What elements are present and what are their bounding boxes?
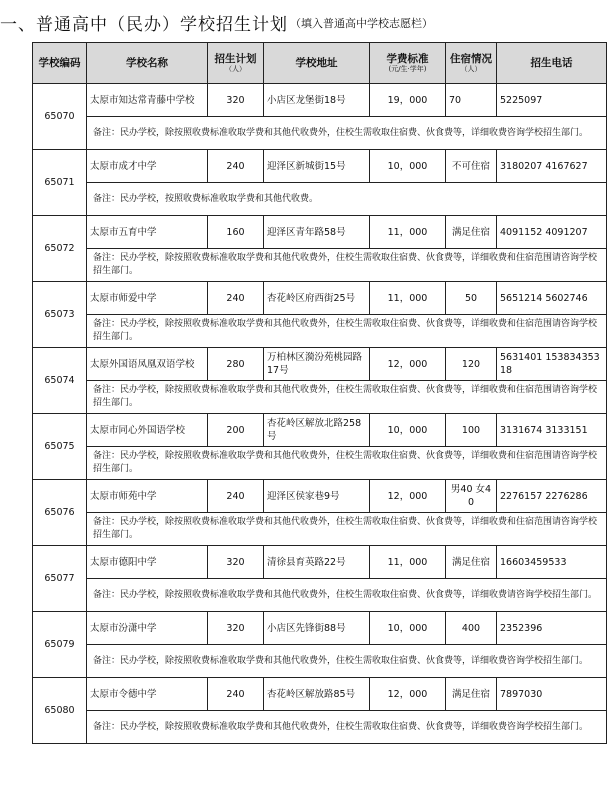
school-fee: 10，000 [370, 414, 446, 447]
school-dorm: 120 [446, 348, 497, 381]
school-name: 太原市令德中学 [87, 678, 208, 711]
table-row [33, 84, 607, 117]
note-row [33, 513, 607, 546]
note-row [33, 711, 607, 744]
school-dorm: 100 [446, 414, 497, 447]
table-row [33, 678, 607, 711]
school-phone: 5651214 5602746 [497, 282, 607, 315]
table-row [33, 546, 607, 579]
school-note: 备注：民办学校，除按照收费标准收取学费和其他代收费外，住校生需收取住宿费、伙食费等，详细收费请咨询学校招生部门。 [87, 579, 607, 612]
school-note: 备注：民办学校，除按照收费标准收取学费和其他代收费外，住校生需收取住宿费、伙食费等，详细收费咨询学校招生部门。 [87, 645, 607, 678]
school-code: 65073 [33, 282, 87, 348]
school-code: 65074 [33, 348, 87, 414]
section-subtitle: （填入普通高中学校志愿栏） [290, 16, 433, 30]
school-quota: 200 [208, 414, 264, 447]
table-row [33, 348, 607, 381]
school-name: 太原市五育中学 [87, 216, 208, 249]
school-note: 备注：民办学校，除按照收费标准收取学费和其他代收费外，住校生需收取住宿费、伙食费等，详细收费和住宿范围请咨询学校招生部门。 [87, 447, 607, 480]
school-quota: 240 [208, 480, 264, 513]
school-fee: 11，000 [370, 546, 446, 579]
note-row [33, 249, 607, 282]
note-row [33, 183, 607, 216]
school-name: 太原外国语凤凰双语学校 [87, 348, 208, 381]
school-code: 65077 [33, 546, 87, 612]
school-address: 迎泽区侯家巷9号 [264, 480, 370, 513]
school-note: 备注：民办学校，除按照收费标准收取学费和其他代收费外，住校生需收取住宿费、伙食费等，详细收费和住宿范围请咨询学校招生部门。 [87, 249, 607, 282]
school-name: 太原市成才中学 [87, 150, 208, 183]
school-code: 65079 [33, 612, 87, 678]
header-quota-unit: （人） [225, 64, 246, 73]
school-note: 备注：民办学校，按照收费标准收取学费和其他代收费。 [87, 183, 607, 216]
note-row [33, 381, 607, 414]
school-code: 65072 [33, 216, 87, 282]
school-phone: 5631401 15383435318 [497, 348, 607, 381]
school-address: 杏花岭区解放路85号 [264, 678, 370, 711]
school-phone: 2276157 2276286 [497, 480, 607, 513]
school-address: 迎泽区青年路58号 [264, 216, 370, 249]
school-code: 65070 [33, 84, 87, 150]
school-note: 备注：民办学校，除按照收费标准收取学费和其他代收费外，住校生需收取住宿费、伙食费等，详细收费和住宿范围请咨询学校招生部门。 [87, 513, 607, 546]
header-quota [208, 43, 264, 84]
note-row [33, 117, 607, 150]
table-row [33, 150, 607, 183]
school-name: 太原市知达常青藤中学校 [87, 84, 208, 117]
note-row [33, 447, 607, 480]
school-dorm: 男40 女40 [446, 480, 497, 513]
school-fee: 19，000 [370, 84, 446, 117]
school-fee: 11，000 [370, 282, 446, 315]
school-dorm: 400 [446, 612, 497, 645]
table-row [33, 216, 607, 249]
school-code: 65076 [33, 480, 87, 546]
school-fee: 10，000 [370, 612, 446, 645]
school-code: 65080 [33, 678, 87, 744]
school-code: 65071 [33, 150, 87, 216]
school-quota: 160 [208, 216, 264, 249]
school-dorm: 不可住宿 [446, 150, 497, 183]
school-dorm: 50 [446, 282, 497, 315]
school-name: 太原市汾潇中学 [87, 612, 208, 645]
school-address: 清徐县育英路22号 [264, 546, 370, 579]
school-note: 备注：民办学校，除按照收费标准收取学费和其他代收费外，住校生需收取住宿费、伙食费等，详细收费咨询学校招生部门。 [87, 117, 607, 150]
school-phone: 3180207 4167627 [497, 150, 607, 183]
header-code: 学校编码 [33, 43, 87, 84]
table-row [33, 282, 607, 315]
school-quota: 240 [208, 282, 264, 315]
enrollment-plan-table [32, 42, 607, 744]
header-row [33, 43, 607, 84]
school-phone: 5225097 [497, 84, 607, 117]
school-address: 万柏林区漪汾苑桃园路17号 [264, 348, 370, 381]
school-quota: 320 [208, 84, 264, 117]
school-phone: 4091152 4091207 [497, 216, 607, 249]
school-phone: 7897030 [497, 678, 607, 711]
note-row [33, 645, 607, 678]
school-fee: 12，000 [370, 348, 446, 381]
school-dorm: 70 [446, 84, 497, 117]
school-note: 备注：民办学校，除按照收费标准收取学费和其他代收费外，住校生需收取住宿费、伙食费等，详细收费和住宿范围请咨询学校招生部门。 [87, 315, 607, 348]
section-title: 一、普通高中（民办）学校招生计划 [0, 15, 288, 35]
school-dorm: 满足住宿 [446, 216, 497, 249]
school-address: 小店区龙堡街18号 [264, 84, 370, 117]
table-row [33, 612, 607, 645]
school-quota: 320 [208, 546, 264, 579]
school-phone: 3131674 3133151 [497, 414, 607, 447]
school-address: 迎泽区新城街15号 [264, 150, 370, 183]
header-fee-label: 学费标准 [386, 52, 429, 65]
school-fee: 12，000 [370, 678, 446, 711]
school-name: 太原市同心外国语学校 [87, 414, 208, 447]
school-phone: 2352396 [497, 612, 607, 645]
school-name: 太原市德阳中学 [87, 546, 208, 579]
school-note: 备注：民办学校，除按照收费标准收取学费和其他代收费外，住校生需收取住宿费、伙食费等，详细收费和住宿范围请咨询学校招生部门。 [87, 381, 607, 414]
school-dorm: 满足住宿 [446, 678, 497, 711]
school-quota: 320 [208, 612, 264, 645]
school-fee: 10，000 [370, 150, 446, 183]
header-quota-label: 招生计划 [214, 52, 257, 65]
school-name: 太原市师爱中学 [87, 282, 208, 315]
school-name: 太原市师苑中学 [87, 480, 208, 513]
school-code: 65075 [33, 414, 87, 480]
header-dorm [446, 43, 497, 84]
section-heading [0, 10, 616, 40]
school-quota: 280 [208, 348, 264, 381]
header-dorm-label: 住宿情况 [450, 52, 492, 65]
header-fee [370, 43, 446, 84]
table-row [33, 414, 607, 447]
header-fee-unit: (元/生·学年) [388, 64, 427, 73]
school-note: 备注：民办学校，除按照收费标准收取学费和其他代收费外，住校生需收取住宿费、伙食费等，详细收费咨询学校招生部门。 [87, 711, 607, 744]
header-name: 学校名称 [87, 43, 208, 84]
school-dorm: 满足住宿 [446, 546, 497, 579]
header-phone: 招生电话 [497, 43, 607, 84]
school-address: 杏花岭区解放北路258号 [264, 414, 370, 447]
header-dorm-unit: （人） [460, 64, 482, 73]
school-address: 杏花岭区府西街25号 [264, 282, 370, 315]
note-row [33, 579, 607, 612]
school-address: 小店区先锋街88号 [264, 612, 370, 645]
header-address: 学校地址 [264, 43, 370, 84]
school-quota: 240 [208, 678, 264, 711]
note-row [33, 315, 607, 348]
school-fee: 12，000 [370, 480, 446, 513]
school-phone: 16603459533 [497, 546, 607, 579]
school-quota: 240 [208, 150, 264, 183]
table-row [33, 480, 607, 513]
school-fee: 11，000 [370, 216, 446, 249]
